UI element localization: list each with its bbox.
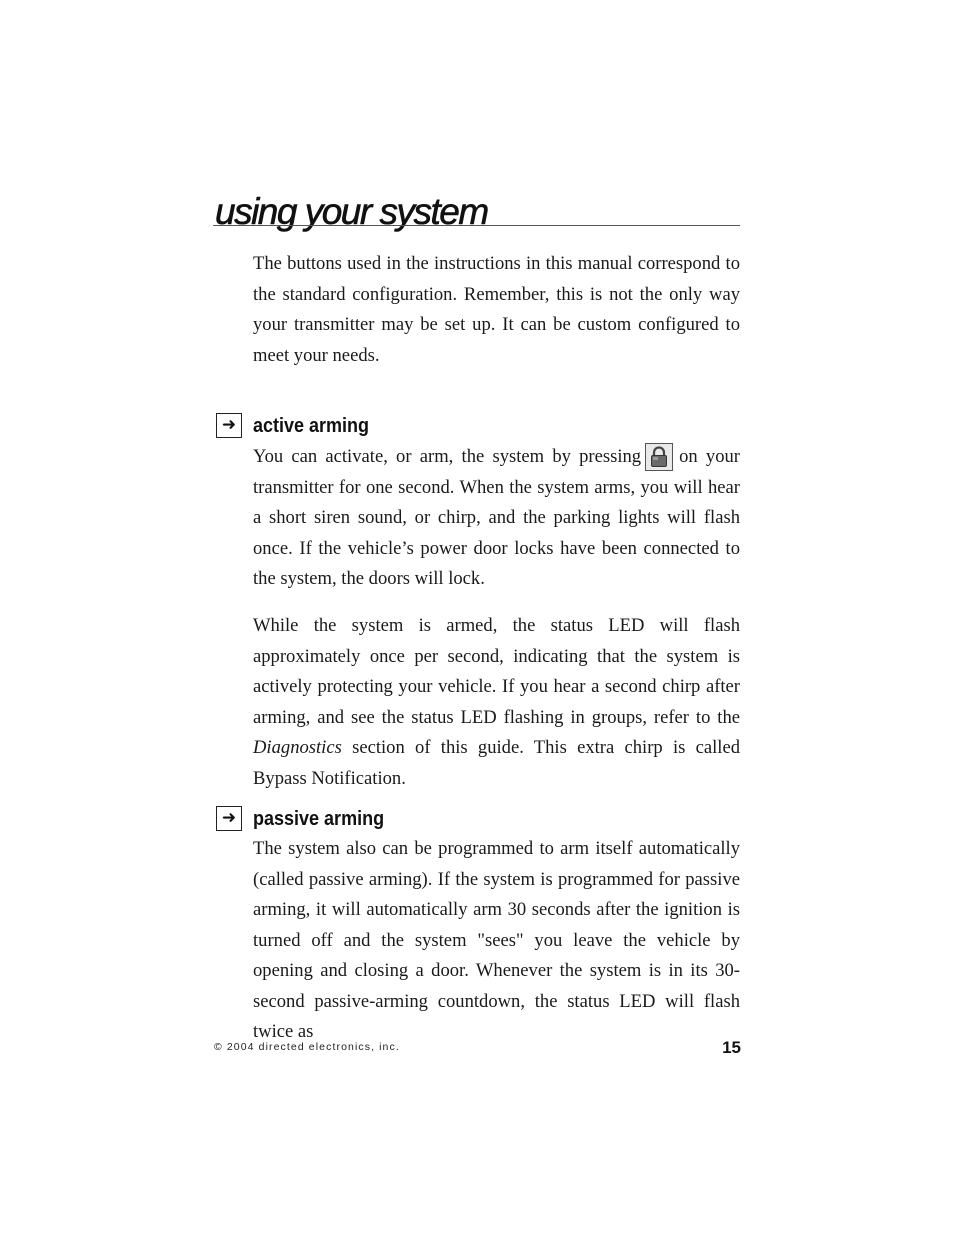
lock-button-icon <box>645 443 673 471</box>
text-run: You can activate, or arm, the system by pressing <box>253 446 642 467</box>
passive-arming-paragraph: The system also can be programmed to arm itself automatically (called passive arming). If the system is programmed for passive arming, it will automatically arm 30 seconds after the ignition is turned off and the system "sees" you leave the vehicle by opening and closing a door. Whenever the system is in its 30-second passive-arming countdown, the status LED will flash twice as <box>253 838 740 1042</box>
text-run: on your transmitter for one second. When the system arms, you will hear a short siren sound, or chirp, and the parking lights will flash once. If the vehicle’s power door locks have been connected to the system, the doors will lock. <box>253 446 740 589</box>
text-run: While the system is armed, the status LED will flash approximately once per second, indicating that the system is actively protecting your vehicle. If you hear a second chirp after arming, and see the status LED flashing in groups, refer to the <box>253 615 740 728</box>
title-rule <box>213 225 740 226</box>
arrow-icon: ➜ <box>216 413 242 438</box>
armed-status-paragraph <box>253 611 740 794</box>
page-number: 15 <box>722 1038 741 1057</box>
footer-copyright: © 2004 directed electronics, inc. <box>214 1041 400 1053</box>
arrow-icon: ➜ <box>216 806 242 831</box>
text-run: section of this guide. This extra chirp is called Bypass Notification. <box>253 737 740 789</box>
heading-label: active arming <box>253 415 370 437</box>
heading-label: passive arming <box>253 808 385 830</box>
page-title: using your system <box>215 191 488 232</box>
intro-paragraph: The buttons used in the instructions in this manual correspond to the standard configuration. Remember, this is not the only way your transmitter may be set up. It can be custom configured to meet your needs. <box>253 253 740 366</box>
diagnostics-reference: Diagnostics <box>253 737 342 758</box>
active-arming-paragraph <box>253 442 740 595</box>
